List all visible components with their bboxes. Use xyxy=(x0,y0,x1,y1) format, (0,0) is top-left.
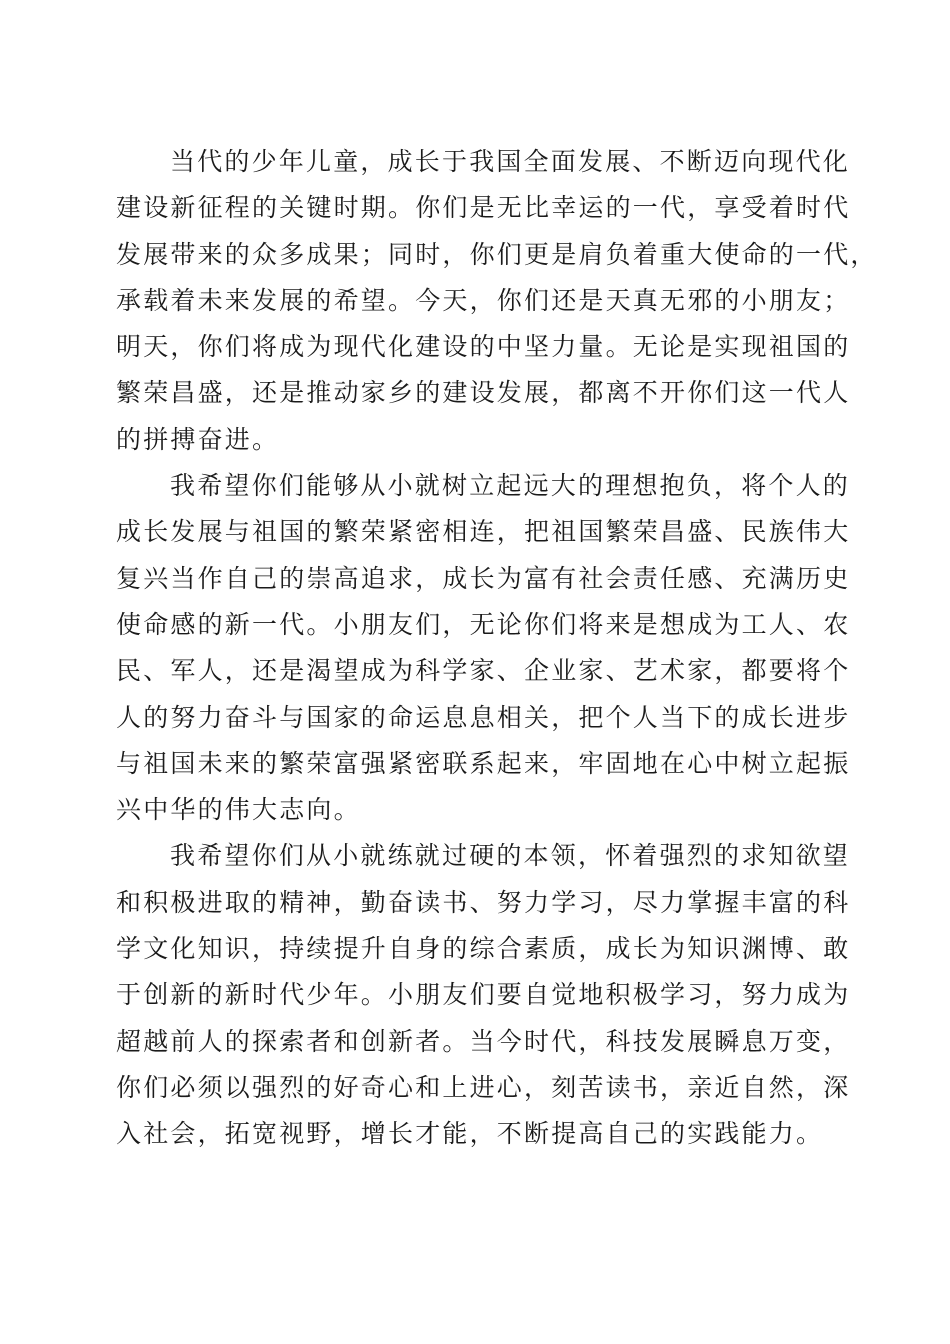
paragraph-line: 和积极进取的精神，勤奋读书、努力学习，尽力掌握丰富的科 xyxy=(116,887,851,917)
paragraph-line: 当代的少年儿童，成长于我国全面发展、不断迈向现代化 xyxy=(170,147,851,176)
paragraph-line: 超越前人的探索者和创新者。当今时代，科技发展瞬息万变， xyxy=(116,1026,851,1056)
paragraph-line: 成长发展与祖国的繁荣紧密相连，把祖国繁荣昌盛、民族伟大 xyxy=(116,517,851,547)
paragraph-line: 建设新征程的关键时期。你们是无比幸运的一代，享受着时代 xyxy=(116,193,851,223)
paragraph-line: 兴中华的伟大志向。 xyxy=(116,795,361,825)
paragraph-line: 发展带来的众多成果；同时，你们更是肩负着重大使命的一代， xyxy=(116,239,878,269)
paragraph-line: 复兴当作自己的崇高追求，成长为富有社会责任感、充满历史 xyxy=(116,563,851,593)
paragraph-line: 的拼搏奋进。 xyxy=(116,424,280,454)
paragraph-line: 人的努力奋斗与国家的命运息息相关，把个人当下的成长进步 xyxy=(116,702,851,732)
document-body xyxy=(116,139,878,1158)
paragraph-line: 我希望你们能够从小就树立起远大的理想抱负，将个人的 xyxy=(170,471,851,501)
paragraph-line: 入社会，拓宽视野，增长才能，不断提高自己的实践能力。 xyxy=(116,1119,824,1149)
paragraph-line: 民、军人，还是渴望成为科学家、企业家、艺术家，都要将个 xyxy=(116,656,851,686)
paragraph-3 xyxy=(116,833,851,1157)
paragraph-line: 于创新的新时代少年。小朋友们要自觉地积极学习，努力成为 xyxy=(116,980,851,1010)
paragraph-line: 承载着未来发展的希望。今天，你们还是天真无邪的小朋友； xyxy=(116,285,851,315)
paragraph-line: 繁荣昌盛，还是推动家乡的建设发展，都离不开你们这一代人 xyxy=(116,378,851,408)
paragraph-line: 学文化知识，持续提升自身的综合素质，成长为知识渊博、敢 xyxy=(116,934,851,964)
paragraph-line: 你们必须以强烈的好奇心和上进心，刻苦读书，亲近自然，深 xyxy=(116,1072,851,1102)
paragraph-2 xyxy=(116,463,851,833)
paragraph-1 xyxy=(116,139,878,463)
paragraph-line: 明天，你们将成为现代化建设的中坚力量。无论是实现祖国的 xyxy=(116,332,851,362)
paragraph-line: 我希望你们从小就练就过硬的本领，怀着强烈的求知欲望 xyxy=(170,841,851,871)
paragraph-line: 与祖国未来的繁荣富强紧密联系起来，牢固地在心中树立起振 xyxy=(116,748,851,778)
paragraph-line: 使命感的新一代。小朋友们，无论你们将来是想成为工人、农 xyxy=(116,609,851,639)
